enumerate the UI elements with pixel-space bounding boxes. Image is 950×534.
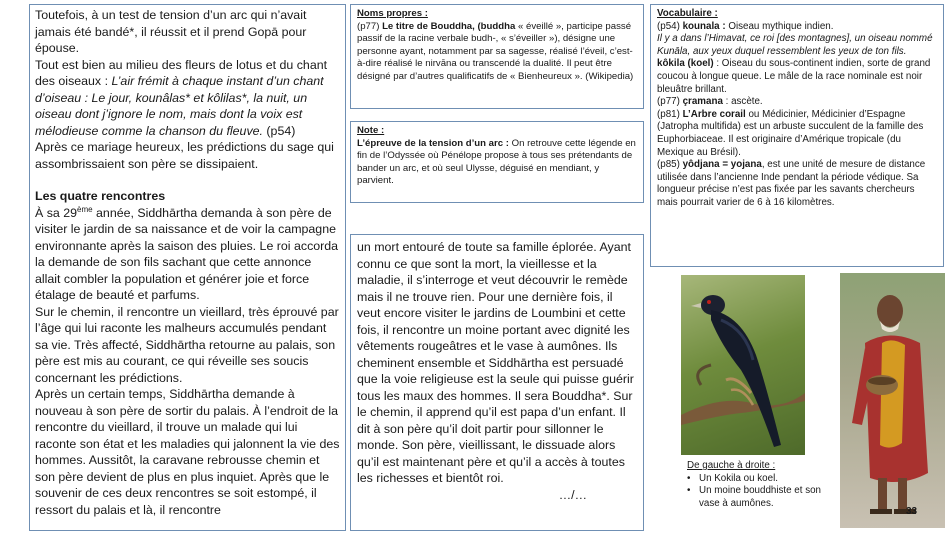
paragraph-marriage: Après ce mariage heureux, les prédictions du sage qui assombrissaient son père se dissipaient. <box>35 140 334 171</box>
note-title: Note : <box>357 125 385 136</box>
note-box <box>350 121 644 203</box>
vocab-quote-kunala: Il y a dans l’Himavat, ce roi [des montagnes], un oiseau nommé Kunāla, aux yeux duquel ressemblent les yeux de ton fils. <box>657 33 933 57</box>
section-title: Les quatre rencontres <box>35 189 166 203</box>
buddhist-monk-photo <box>840 273 945 528</box>
middle-text-column <box>350 234 644 531</box>
paragraph-death: un mort entouré de toute sa famille éplorée. Ayant connu ce que sont la mort, la vieillesse et la maladie, il s’interroge et veut découvrir le remède mais il ne trouve rien. Pour une dernière fois, il veut encore visiter le jardins de Loumbini et cette fois, il rencontre un moine portant avec dignité les vêtements rougeâtres et le vase à aumônes. Ils cheminent ensemble et Siddhārtha est persuadé que la voie religieuse est la seule qui puisse guérir tous les maux des hommes. Il sera Bouddha*. Sur le chemin, il apprend qu’il est papa d’un enfant. Il dit à son père qu’il doit partir pour sillonner le monde. Son père, vieillissant, le dissuade alors qu’il est maintenant père et qu’il a accès à toutes les richesses et bientôt roi. <box>357 240 634 485</box>
paragraph-old-man: Sur le chemin, il rencontre un vieillard, très éprouvé par l’âge qui lui raconte les malheurs accumulés pendant sa vie. Très affecté, Siddhārtha retourne au palais, son père est mis au courant, ce qui réveille ses soucis concernant les prédictions. <box>35 304 339 385</box>
caption-item: • Un moine bouddhiste et son vase à aumônes. <box>687 485 821 509</box>
note-text: L’épreuve de la tension d’un arc : On retrouve cette légende en fin de l’Odyssée où Pénélope propose à tous ses prétendants de bander un arc, et où seul Ulysse, déguisé en mendiant, y parvient. <box>357 137 636 187</box>
proper-names-box <box>350 4 644 109</box>
left-text-column <box>29 4 346 531</box>
continued-marker: …/… <box>558 487 587 502</box>
paragraph-bow-test: Toutefois, à un test de tension d’un arc qui n’avait jamais été bandé*, il réussit et il prend Gopā pour épouse. <box>35 8 307 55</box>
vocab-entry-yojana: (p85) yôdjana = yojana, est une unité de mesure de distance utilisée dans l’ancienne Inde pendant la période védique. Sa longueur précise n’est pas fixée par les savants chercheurs mais pourrait varier de 6 à 16 kilomètres. <box>657 159 926 208</box>
proper-names-title: Noms propres : <box>357 8 428 19</box>
paragraph-birds: Tout est bien au milieu des fleurs de lotus et du chant des oiseaux : L’air frémit à chaque instant d’un chant d’oiseau : Le jour, kounâlas* et kôlilas*, la nuit, un oiseau dont j’ignore le nom, mais dont la voix est mélodieuse comme la chanson du fleuve. (p54) <box>35 57 328 138</box>
monk-icon <box>840 273 945 528</box>
koel-bird-icon <box>681 275 805 455</box>
vocabulary-box <box>650 4 944 267</box>
quote-birds: L’air frémit à chaque instant d’un chant d’oiseau : Le jour, kounâlas* et kôlilas*, la nuit, un oiseau dont j’ignore le nom, mais dont la voix est mélodieuse comme la chanson du fleuve. <box>35 74 324 138</box>
vocab-entry-cramana: (p77) çramana : ascète. <box>657 96 763 108</box>
caption-title: De gauche à droite : <box>687 460 776 471</box>
vocab-entry-kounala: (p54) kounala : Oiseau mythique indien. <box>657 20 834 32</box>
vocab-entry-arbre-corail: (p81) L’Arbre corail ou Médicinier, Médicinier d’Espagne (Jatropha multifida) est un arbuste succulent de la famille des Euphorbiaceae. Il est originaire d’Amérique tropicale (du Mexique au Brésil). <box>657 108 924 158</box>
paragraph-sick-man: Après un certain temps, Siddhārtha demande à nouveau à son père de sortir du palais. À l’endroit de la rencontre du vieillard, il trouve un malade qui lui raconte son état et les maladies qui jalonnent la vie des hommes. Aussitôt, la caravane rebrousse chemin et son père devient de plus en plus inquiet. Après que le souvenir de ces deux rencontres se soit estompé, il ressort du palais et là, il rencontre <box>35 387 340 517</box>
photo-caption <box>687 460 835 510</box>
proper-names-text: (p77) Le titre de Bouddha, (buddha « éveillé », participe passé passif de la racine verbale budh-, « s’éveiller »), désigne une personne ayant, notamment par sa sagesse, réalisé l’éveil, c’est-à-dire réalisé le nirvāna ou transcendé la dualité. Il peut être désigné par d’autres qualificatifs de « Bienheureux ». (Wikipedia) <box>357 20 634 82</box>
koel-bird-photo <box>681 275 805 455</box>
caption-item: • Un Kokila ou koel. <box>687 472 778 484</box>
paragraph-29th-year: À sa 29ème année, Siddhārtha demanda à son père de visiter le jardin de sa naissance et de voir la campagne environnante après la saison des pluies. Le roi accorda la demande de son fils sachant que cette annonce allait combler la population et générer joie et force étalage de beauté et parfums. <box>35 204 339 302</box>
vocabulary-title: Vocabulaire : <box>657 8 718 19</box>
vocab-entry-kokila: kôkila (koel) : Oiseau du sous-continent indien, sorte de grand coucou à longue queue. Le mâle de la race nominale est noir bleuâtre brillant. <box>657 58 931 95</box>
page-number: 33 <box>906 506 918 517</box>
